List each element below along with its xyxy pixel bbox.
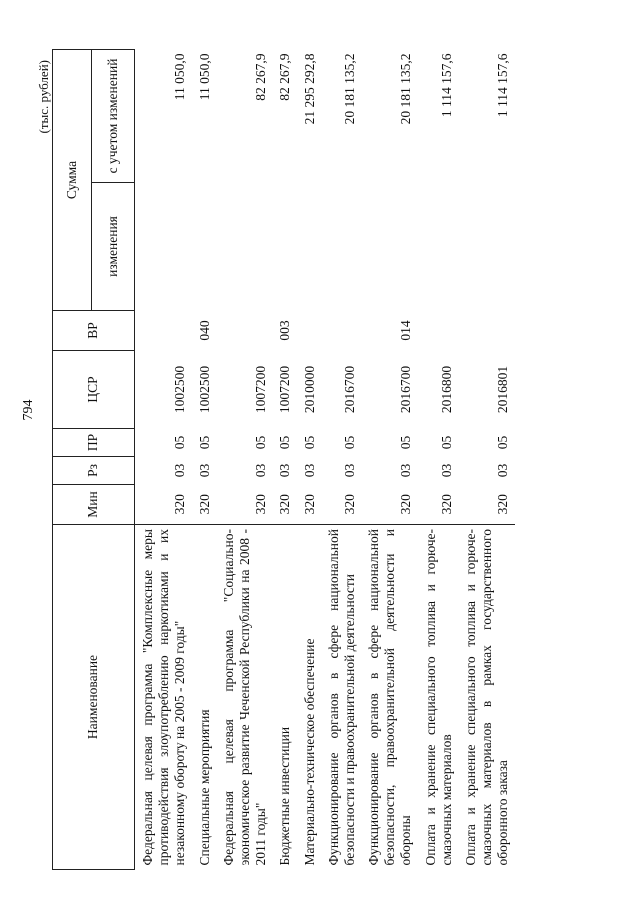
- row-csr: 2016801: [495, 365, 511, 414]
- row-name: Материально-техническое обеспечение: [297, 525, 321, 870]
- row-rz: 03: [301, 463, 317, 478]
- unit-note: (тыс. рублей): [36, 60, 51, 134]
- row-vr: 003: [277, 320, 293, 341]
- row-min: 320: [277, 494, 293, 515]
- row-total: 1 114 157,6: [495, 53, 511, 118]
- header-pr: ПР: [53, 429, 135, 457]
- row-total: 20 181 135,2: [398, 53, 414, 125]
- row-name: Федеральная целевая программа "Комплексные меры противодействия злоупотреблению наркотиками и их незаконному обороту на 2005 - 2009 годы": [135, 525, 192, 870]
- table-row: [297, 49, 321, 869]
- row-changes: [418, 183, 458, 311]
- header-min: Мин: [53, 485, 135, 525]
- row-rz: 03: [341, 463, 357, 478]
- row-pr: 05: [196, 435, 212, 450]
- table-body: [135, 49, 515, 869]
- table-row: [192, 49, 216, 869]
- row-total: 21 295 292,8: [301, 53, 317, 125]
- row-name: Оплата и хранение специального топлива и горюче-смазочных материалов в рамках государственного оборонного заказа: [458, 525, 515, 870]
- budget-table: [52, 49, 515, 870]
- row-pr: 05: [398, 435, 414, 450]
- row-csr: 1002500: [196, 365, 212, 414]
- row-csr: 2016700: [398, 365, 414, 414]
- row-vr: [418, 311, 458, 351]
- row-total: 82 267,9: [253, 53, 269, 101]
- row-vr: [297, 311, 321, 351]
- row-pr: 05: [253, 435, 269, 450]
- header-rz: Рз: [53, 457, 135, 485]
- row-rz: 03: [253, 463, 269, 478]
- table-row: [321, 49, 361, 869]
- row-csr: 2010000: [301, 365, 317, 414]
- row-vr: [321, 311, 361, 351]
- row-rz: 03: [438, 463, 454, 478]
- row-pr: 05: [341, 435, 357, 450]
- row-csr: 1007200: [253, 365, 269, 414]
- row-min: 320: [253, 494, 269, 515]
- row-pr: 05: [172, 435, 188, 450]
- row-csr: 1002500: [172, 365, 188, 414]
- row-changes: [135, 183, 192, 311]
- row-vr: 040: [196, 320, 212, 341]
- row-csr: 1007200: [277, 365, 293, 414]
- row-vr: [458, 311, 515, 351]
- rotated-page-content: [36, 40, 640, 870]
- row-name: Федеральная целевая программа "Социально-экономическое развитие Чеченской Республики на 2008 - 2011 годы": [216, 525, 273, 870]
- row-name: Бюджетные инвестиции: [272, 525, 296, 870]
- row-min: 320: [341, 494, 357, 515]
- row-vr: 014: [398, 320, 414, 341]
- row-changes: [192, 183, 216, 311]
- row-rz: 03: [196, 463, 212, 478]
- header-with-changes: с учетом изменений: [92, 49, 135, 182]
- table-row: [361, 49, 418, 869]
- row-changes: [458, 183, 515, 311]
- row-min: 320: [495, 494, 511, 515]
- table-row: [216, 49, 273, 869]
- header-vr: ВР: [53, 311, 135, 351]
- row-min: 320: [172, 494, 188, 515]
- row-min: 320: [196, 494, 212, 515]
- table-row: [272, 49, 296, 869]
- row-pr: 05: [438, 435, 454, 450]
- row-name: Функционирование органов в сфере национальной безопасности, правоохранительной деятельности и обороны: [361, 525, 418, 870]
- row-total: 11 050,0: [172, 53, 188, 101]
- table-row: [135, 49, 192, 869]
- header-csr: ЦСР: [53, 351, 135, 429]
- row-name: Специальные мероприятия: [192, 525, 216, 870]
- row-min: 320: [438, 494, 454, 515]
- row-total: 20 181 135,2: [341, 53, 357, 125]
- row-rz: 03: [277, 463, 293, 478]
- row-vr: [135, 311, 192, 351]
- row-min: 320: [301, 494, 317, 515]
- table-row: [458, 49, 515, 869]
- row-csr: 2016800: [438, 365, 454, 414]
- row-rz: 03: [398, 463, 414, 478]
- row-name: Функционирование органов в сфере национальной безопасности и правоохранительной деятельности: [321, 525, 361, 870]
- row-total: 1 114 157,6: [438, 53, 454, 118]
- row-name: Оплата и хранение специального топлива и горюче-смазочных материалов: [418, 525, 458, 870]
- row-csr: 2016700: [341, 365, 357, 414]
- row-rz: 03: [172, 463, 188, 478]
- table-row: [418, 49, 458, 869]
- page-number: 794: [21, 399, 36, 421]
- row-min: 320: [398, 494, 414, 515]
- header-changes: изменения: [92, 183, 135, 311]
- table-header: [53, 49, 135, 869]
- row-total: 11 050,0: [196, 53, 212, 101]
- row-changes: [272, 183, 296, 311]
- row-changes: [321, 183, 361, 311]
- row-total: 82 267,9: [277, 53, 293, 101]
- row-pr: 05: [277, 435, 293, 450]
- header-sum: Сумма: [53, 49, 92, 310]
- row-changes: [361, 183, 418, 311]
- row-changes: [216, 183, 273, 311]
- row-rz: 03: [495, 463, 511, 478]
- row-pr: 05: [495, 435, 511, 450]
- row-changes: [297, 183, 321, 311]
- row-vr: [216, 311, 273, 351]
- header-name: Наименование: [53, 525, 135, 870]
- row-pr: 05: [301, 435, 317, 450]
